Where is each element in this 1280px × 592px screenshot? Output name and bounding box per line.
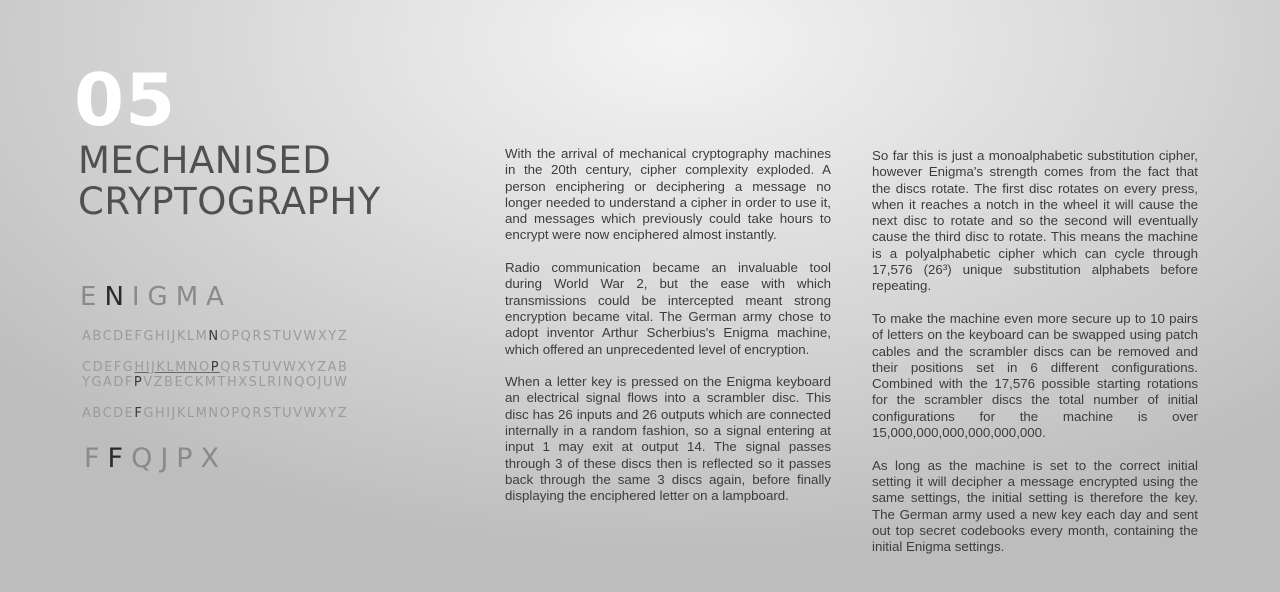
output-alphabet-row [82, 406, 348, 422]
row2-b: HIJKLMNO [134, 360, 211, 375]
title-line-1: MECHANISED [78, 139, 332, 182]
title-line-2: CRYPTOGRAPHY [78, 180, 381, 223]
row4-after: GHIJKLMNOPQRSTUVWXYZ [143, 406, 349, 421]
section-title [78, 140, 381, 222]
cipher-result [84, 443, 227, 474]
result-before: F [84, 443, 108, 474]
row3-b: P [133, 375, 144, 390]
row2-a: CDEFG [82, 360, 135, 375]
word-highlight: N [104, 282, 132, 312]
row1-after: OPQRSTUVWXYZ [219, 329, 349, 344]
scrambled-alphabet-row [82, 375, 348, 391]
text-column-1 [505, 146, 831, 521]
word-before: E [80, 282, 105, 312]
result-after: QJPX [131, 443, 228, 474]
text-column-2 [872, 148, 1198, 572]
row3-c: VZBECKMTHXSLRINQOJUW [143, 375, 349, 390]
section-number: 05 [74, 58, 177, 142]
paragraph: To make the machine even more secure up to 10 pairs of letters on the keyboard can be swapped using patch cables and the scrambler discs can be removed and their positions set in 6 different configurations. Combined with the 17,576 possible starting rotations for the scrambler discs the total number of initial configurations for the machine is over 15,000,000,000,000,000,000. [872, 310, 1198, 441]
row2-c: P [210, 360, 221, 375]
result-highlight: F [107, 443, 132, 474]
row4-before: ABCDE [82, 406, 135, 421]
enigma-word [80, 282, 232, 312]
paragraph: When a letter key is pressed on the Enigma keyboard an electrical signal flows into a scrambler disc. This disc has 26 inputs and 26 outputs which are connected internally in a random fashion, so a signal entering at input 1 may exit at output 14. The signal passes through 3 of these discs then is reflected so it passes back through the same 3 discs again, before finally displaying the enciphered letter on a lampboard. [505, 374, 831, 504]
word-after: IGMA [131, 282, 232, 312]
row1-before: ABCDEFGHIJKLM [82, 329, 209, 344]
rotor-alphabet-row [82, 360, 348, 376]
row3-a: YGADF [82, 375, 134, 390]
row4-highlight: F [134, 406, 144, 421]
paragraph: As long as the machine is set to the correct initial setting it will decipher a message encrypted using the same settings, the initial setting is therefore the key. The German army used a new key each day and sent out top secret codebooks every month, containing the initial Enigma settings. [872, 457, 1198, 555]
paragraph: With the arrival of mechanical cryptography machines in the 20th century, cipher complexity exploded. A person enciphering or deciphering a message no longer needed to understand a cipher in order to use it, and messages which previously could take hours to encrypt were now enciphered almost instantly. [505, 146, 831, 243]
row2-d: QRSTUVWXYZAB [220, 360, 349, 375]
paragraph: Radio communication became an invaluable tool during World War 2, but the ease with which transmissions could be intercepted meant strong encryption became vital. The German army chose to adopt inventor Arthur Scherbius's Enigma machine, which offered an unprecedented level of encryption. [505, 260, 831, 357]
row1-highlight: N [208, 329, 220, 344]
plain-alphabet-row [82, 329, 348, 345]
paragraph: So far this is just a monoalphabetic substitution cipher, however Enigma's strength comes from the fact that the discs rotate. The first disc rotates on every press, when it reaches a notch in the wheel it will cause the next disc to rotate and so the second will eventually cause the third disc to rotate. This means the machine is a polyalphabetic cipher which can cycle through 17,576 (26³) unique substitution alphabets before repeating. [872, 148, 1198, 294]
